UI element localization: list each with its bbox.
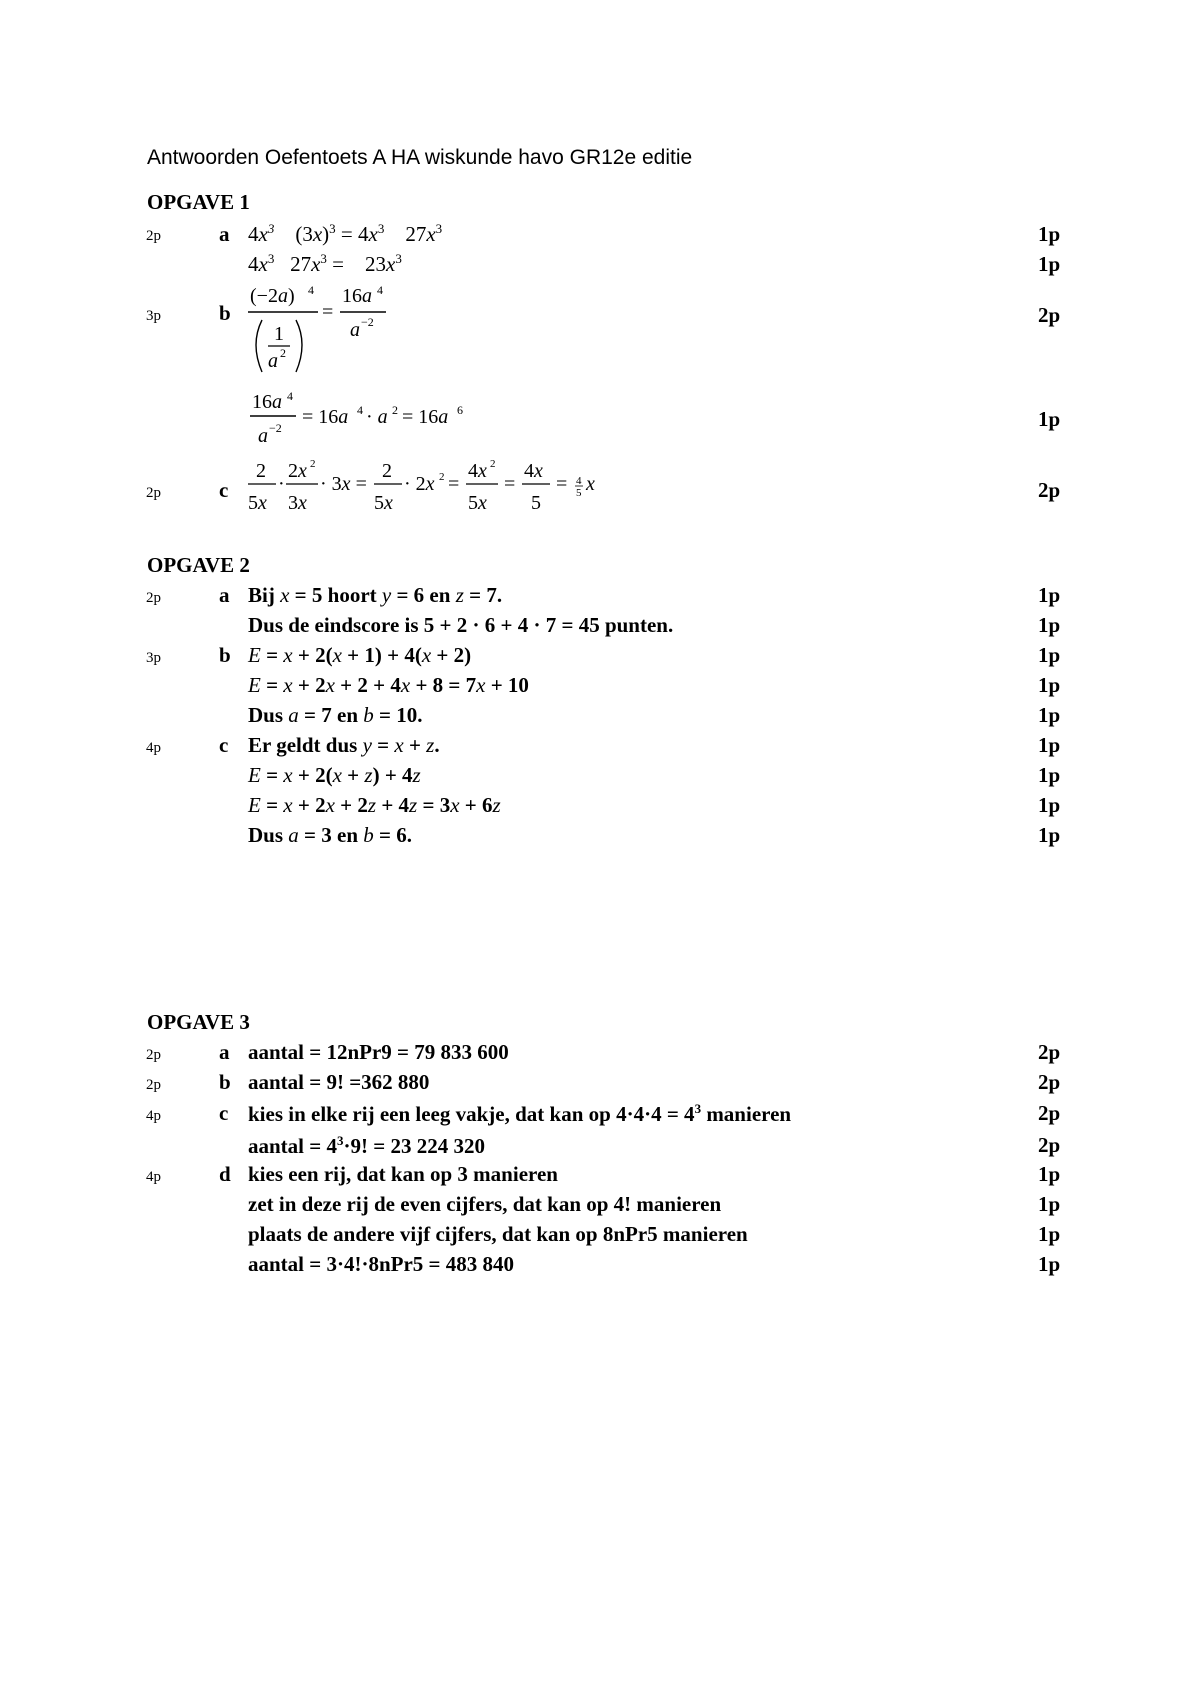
- opgave-2c-line-1: Er geldt dus y = x + z.: [248, 733, 440, 757]
- document-title: Antwoorden Oefentoets A HA wiskunde havo GR12e editie: [147, 146, 693, 169]
- opgave-3c-line-1-text: kies in elke rij een leeg vakje, dat kan op 4·4·4 = 4: [248, 1102, 695, 1126]
- opgave-1b-points: 3p: [146, 308, 161, 324]
- svg-text:4: 4: [308, 283, 314, 297]
- svg-text:−2: −2: [361, 315, 374, 329]
- opgave-3c-line-1: [248, 1101, 791, 1127]
- svg-text:16a: 16a: [342, 285, 372, 307]
- svg-text:=: =: [504, 473, 516, 495]
- opgave-2b-line-1: E = x + 2(x + 1) + 4(x + 2): [248, 643, 472, 667]
- opgave-3c-line-1-score: 2p: [1038, 1101, 1061, 1125]
- opgave-3a-line: aantal = 12nPr9 = 79 833 600: [248, 1040, 509, 1064]
- svg-text:· 3x =: · 3x =: [320, 473, 367, 495]
- opgave-3c-line-1-suffix: manieren: [701, 1102, 792, 1126]
- opgave-3c-line-2-exponent: 3: [336, 1133, 344, 1148]
- svg-text:a: a: [350, 319, 360, 341]
- opgave-1b-line-2-score: 1p: [1038, 407, 1061, 431]
- opgave-1a-line-1: $4x^3$ $(3x)^3 = 4x^3$ $27x^3$: [248, 221, 443, 246]
- opgave-2c-line-1-score: 1p: [1038, 733, 1061, 757]
- opgave-2b-line-2: E = x + 2x + 2 + 4x + 8 = 7x + 10: [248, 673, 529, 697]
- opgave-3d-line-1: kies een rij, dat kan op 3 manieren: [248, 1162, 558, 1186]
- svg-text:5: 5: [531, 492, 541, 514]
- opgave-3a-score: 2p: [1038, 1040, 1061, 1064]
- svg-text:4: 4: [357, 403, 363, 417]
- opgave-3b-letter: b: [219, 1070, 231, 1094]
- opgave-3-heading: OPGAVE 3: [147, 1010, 250, 1034]
- svg-text:=: =: [556, 473, 568, 495]
- opgave-1a-letter: a: [219, 222, 230, 246]
- svg-text:1: 1: [274, 323, 284, 345]
- svg-text:x: x: [586, 473, 595, 495]
- opgave-2b-points: 3p: [146, 650, 161, 666]
- opgave-3c-line-2-text: aantal = 4: [248, 1134, 337, 1158]
- opgave-2c-line-3: E = x + 2x + 2z + 4z = 3x + 6z: [248, 793, 501, 817]
- svg-text:2: 2: [382, 460, 392, 482]
- svg-text:4x: 4x: [524, 460, 543, 482]
- opgave-3c-points: 4p: [146, 1108, 161, 1124]
- opgave-2a-line-1-score: 1p: [1038, 583, 1061, 607]
- svg-text:· 2x: · 2x: [404, 473, 435, 495]
- svg-text:−2: −2: [269, 421, 282, 435]
- opgave-2a-line-2: Dus de eindscore is 5 + 2 · 6 + 4 · 7 = 45 punten.: [248, 613, 674, 637]
- opgave-3d-line-2: zet in deze rij de even cijfers, dat kan op 4! manieren: [248, 1192, 722, 1216]
- opgave-1b-line-1-score: 2p: [1038, 303, 1061, 327]
- svg-text:2: 2: [256, 460, 266, 482]
- opgave-3d-line-3: plaats de andere vijf cijfers, dat kan op 8nPr5 manieren: [248, 1222, 748, 1246]
- opgave-2b-line-3-score: 1p: [1038, 703, 1061, 727]
- opgave-1-heading: OPGAVE 1: [147, 190, 250, 214]
- opgave-1b-fraction-2: [240, 386, 500, 454]
- opgave-3c-line-2-suffix: ·9! = 23 224 320: [343, 1134, 485, 1158]
- svg-text:2: 2: [280, 346, 286, 360]
- opgave-1a-line-2: $4x^3$ $27x^3$ = $23x^3$: [248, 251, 402, 276]
- opgave-1b-fraction-1: [240, 280, 420, 390]
- svg-text:2: 2: [490, 458, 496, 470]
- opgave-3d-line-3-score: 1p: [1038, 1222, 1061, 1246]
- opgave-2c-points: 4p: [146, 740, 161, 756]
- svg-text:a: a: [268, 350, 278, 372]
- opgave-1a-points: 2p: [146, 228, 161, 244]
- opgave-2a-line-2-score: 1p: [1038, 613, 1061, 637]
- svg-text:·: ·: [278, 473, 285, 495]
- opgave-3a-points: 2p: [146, 1047, 161, 1063]
- opgave-3d-line-2-score: 1p: [1038, 1192, 1061, 1216]
- opgave-1c-letter: c: [219, 478, 229, 502]
- opgave-3d-points: 4p: [146, 1169, 161, 1185]
- svg-text:2x: 2x: [288, 460, 307, 482]
- opgave-3b-points: 2p: [146, 1077, 161, 1093]
- opgave-3c-line-2: [248, 1133, 485, 1159]
- opgave-2c-line-4-score: 1p: [1038, 823, 1061, 847]
- svg-text:= 16a: = 16a: [302, 406, 349, 428]
- opgave-3a-letter: a: [219, 1040, 230, 1064]
- opgave-3c-letter: c: [219, 1101, 229, 1125]
- svg-text:5x: 5x: [248, 492, 267, 514]
- opgave-2b-line-1-score: 1p: [1038, 643, 1061, 667]
- svg-text:5: 5: [576, 487, 582, 499]
- opgave-2a-letter: a: [219, 583, 230, 607]
- opgave-2c-line-3-score: 1p: [1038, 793, 1061, 817]
- svg-text:2: 2: [439, 471, 445, 483]
- opgave-2a-points: 2p: [146, 590, 161, 606]
- svg-text:a: a: [258, 425, 268, 447]
- opgave-2c-line-2-score: 1p: [1038, 763, 1061, 787]
- svg-text:=: =: [322, 301, 334, 323]
- svg-text:4: 4: [377, 283, 383, 297]
- opgave-2a-line-1: Bij x = 5 hoort y = 6 en z = 7.: [248, 583, 503, 607]
- svg-text:= 16a: = 16a: [402, 406, 449, 428]
- opgave-3b-score: 2p: [1038, 1070, 1061, 1094]
- opgave-3d-letter: d: [219, 1162, 231, 1186]
- opgave-1b-letter: b: [219, 301, 231, 325]
- svg-text:=: =: [448, 473, 460, 495]
- opgave-1c-equation: [240, 454, 640, 520]
- opgave-2c-line-4: Dus a = 3 en b = 6.: [248, 823, 412, 847]
- opgave-1c-points: 2p: [146, 485, 161, 501]
- opgave-1a-line-1-score: 1p: [1038, 222, 1061, 246]
- opgave-1a-line-2-score: 1p: [1038, 252, 1061, 276]
- svg-text:5x: 5x: [374, 492, 393, 514]
- opgave-3c-line-1-exponent: 3: [694, 1101, 702, 1116]
- svg-text:4x: 4x: [468, 460, 487, 482]
- opgave-1c-score: 2p: [1038, 478, 1061, 502]
- svg-text:2: 2: [310, 458, 316, 470]
- opgave-3d-line-1-score: 1p: [1038, 1162, 1061, 1186]
- svg-text:3x: 3x: [288, 492, 307, 514]
- opgave-2b-line-3: Dus a = 7 en b = 10.: [248, 703, 423, 727]
- opgave-3d-line-4-score: 1p: [1038, 1252, 1061, 1276]
- svg-text:6: 6: [457, 403, 463, 417]
- opgave-2b-letter: b: [219, 643, 231, 667]
- opgave-2b-line-2-score: 1p: [1038, 673, 1061, 697]
- svg-text:4: 4: [576, 475, 582, 487]
- opgave-2-heading: OPGAVE 2: [147, 553, 250, 577]
- svg-text:2: 2: [392, 403, 398, 417]
- opgave-2c-line-2: E = x + 2(x + z) + 4z: [248, 763, 421, 787]
- svg-text:5x: 5x: [468, 492, 487, 514]
- opgave-3b-line: aantal = 9! =362 880: [248, 1070, 430, 1094]
- svg-text:· a: · a: [366, 406, 388, 428]
- opgave-2c-letter: c: [219, 733, 229, 757]
- svg-text:16a: 16a: [252, 391, 282, 413]
- svg-text:(−2a): (−2a): [250, 285, 295, 307]
- svg-text:4: 4: [287, 389, 293, 403]
- opgave-3c-line-2-score: 2p: [1038, 1133, 1061, 1157]
- opgave-3d-line-4: aantal = 3·4!·8nPr5 = 483 840: [248, 1252, 515, 1276]
